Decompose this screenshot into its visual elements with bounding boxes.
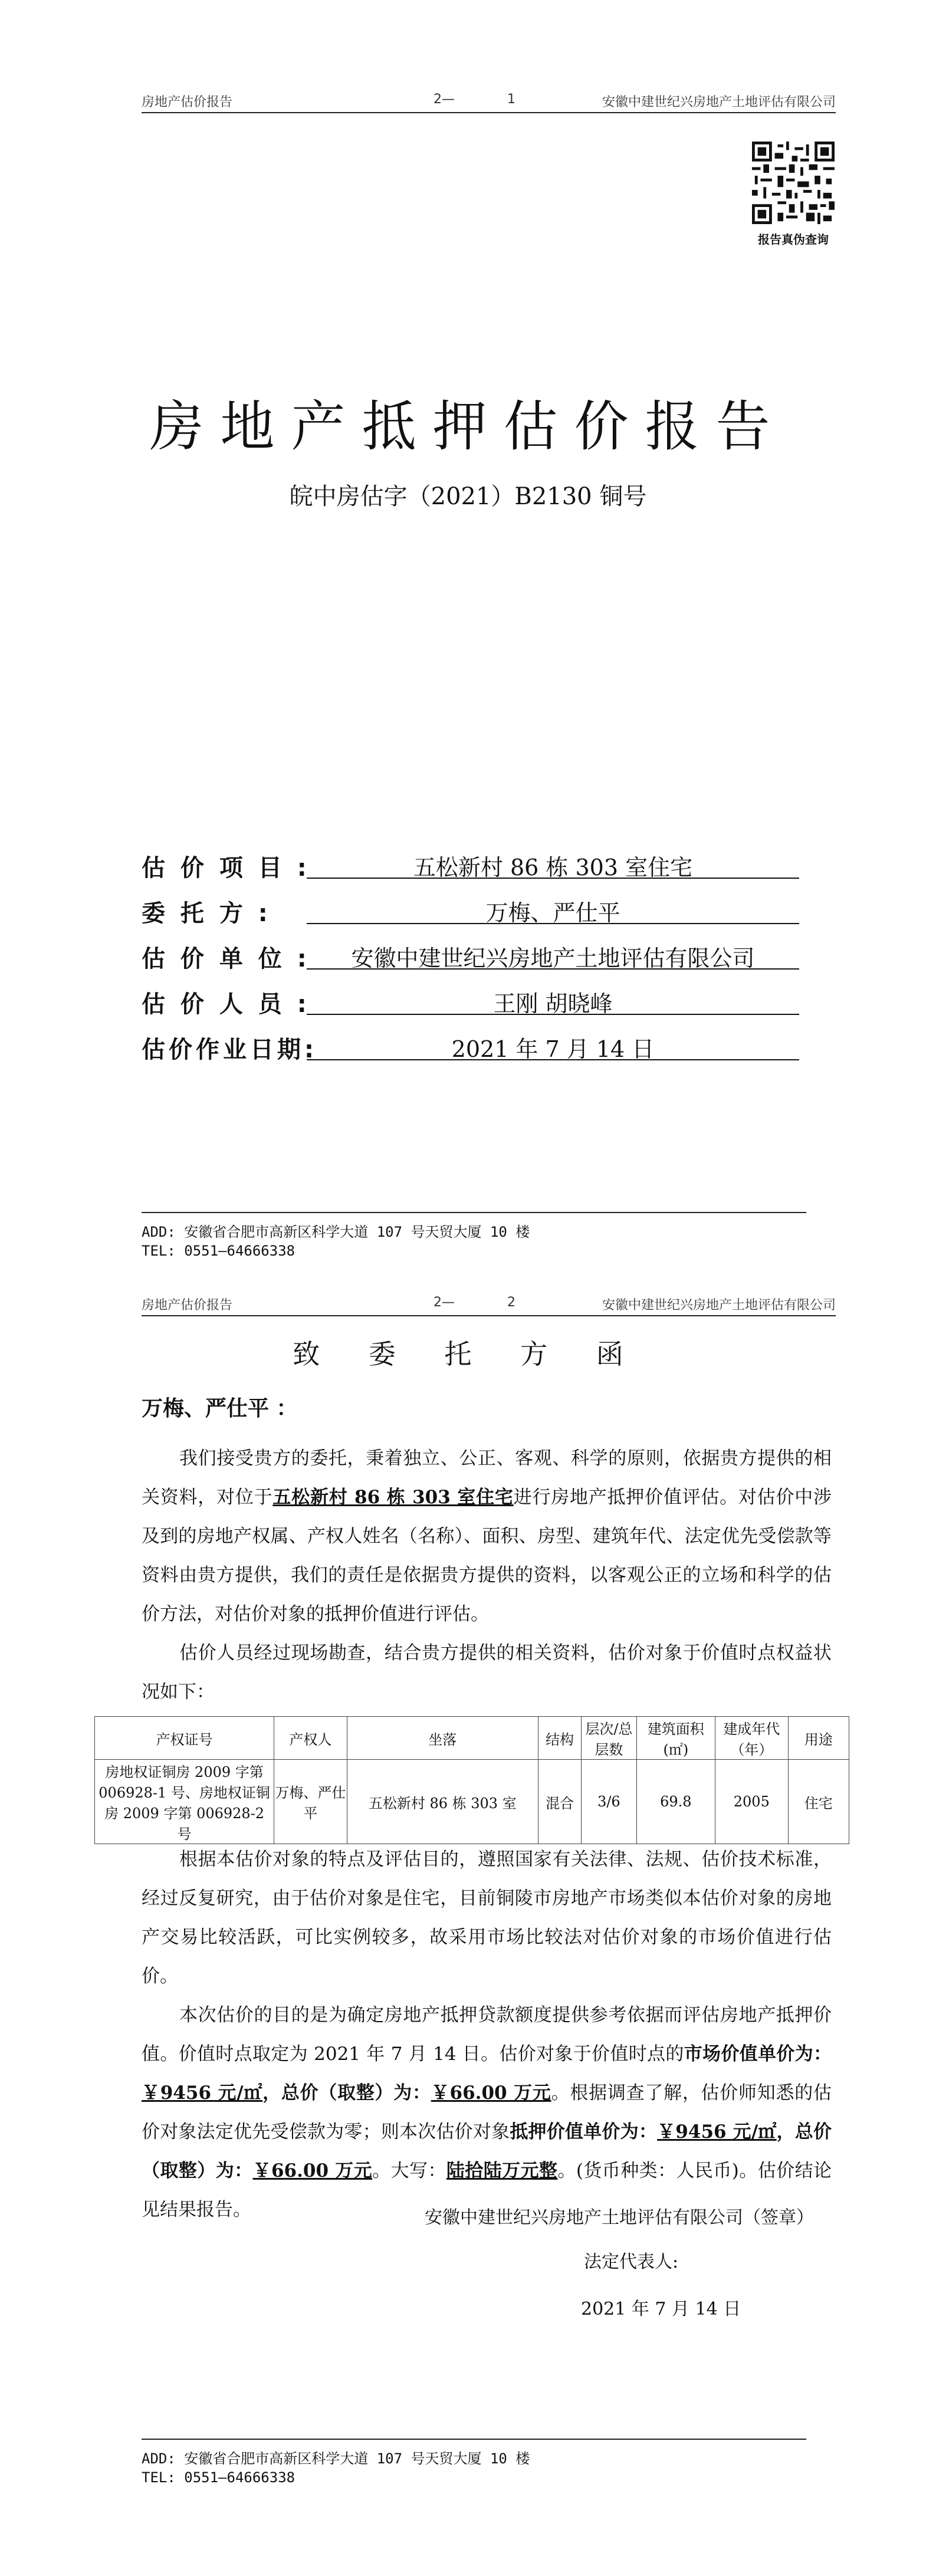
field-value: 2021 年 7 月 14 日 <box>307 1031 799 1060</box>
letter-title: 致 委 托 方 函 <box>293 1338 643 1370</box>
cell-area: 69.8 <box>636 1760 715 1844</box>
letter-page <box>0 1292 936 2576</box>
col-header: 用途 <box>788 1717 849 1760</box>
letter-body-main <box>142 1840 832 2229</box>
qr-code-icon[interactable] <box>752 142 835 224</box>
amount-in-words: 陆拾陆万元整 <box>446 2160 558 2181</box>
header-left: 房地产估价报告 <box>142 1298 233 1313</box>
mortgage-unit-price: ￥9456 元/㎡ <box>657 2121 777 2143</box>
cell-owner: 万梅、严仕平 <box>274 1760 347 1844</box>
header-left: 房地产估价报告 <box>142 95 233 110</box>
letter-addressee: 万梅、严仕平 ： <box>142 1397 298 1421</box>
field-label: 估价作业日期: <box>142 1036 317 1063</box>
cell-floor: 3/6 <box>582 1760 636 1844</box>
field-value: 安徽中建世纪兴房地产土地评估有限公司 <box>307 940 799 970</box>
page-footer <box>142 1212 806 1266</box>
header-right: 安徽中建世纪兴房地产土地评估有限公司 <box>602 1298 836 1313</box>
field-value: 万梅、严仕平 <box>307 895 799 924</box>
col-header: 建成年代（年） <box>715 1717 788 1760</box>
header-page-a: 2— <box>433 92 455 107</box>
col-header: 产权证号 <box>95 1717 274 1760</box>
table-row <box>95 1760 849 1844</box>
header-page-a: 2— <box>433 1295 455 1310</box>
footer-address: ADD: 安徽省合肥市高新区科学大道 107 号天贸大厦 10 楼 <box>142 2450 530 2467</box>
signature-representative: 法定代表人: <box>584 2252 679 2272</box>
letter-body-intro <box>142 1439 832 1711</box>
cell-structure: 混合 <box>538 1760 581 1844</box>
footer-tel: TEL: 0551—64666338 <box>142 2469 295 2486</box>
field-value: 王刚 胡晓峰 <box>307 985 799 1015</box>
signature-date: 2021 年 7 月 14 日 <box>581 2299 741 2319</box>
field-label: 估 价 单 位 : <box>142 945 310 972</box>
signature-company: 安徽中建世纪兴房地产土地评估有限公司（签章） <box>425 2207 814 2228</box>
field-label: 估 价 人 员 : <box>142 991 310 1018</box>
property-table <box>94 1716 849 1844</box>
market-unit-price: ￥9456 元/㎡ <box>142 2082 263 2104</box>
header-right: 安徽中建世纪兴房地产土地评估有限公司 <box>602 95 836 110</box>
paragraph-3: 根据本估价对象的特点及评估目的，遵照国家有关法律、法规、估价技术标准，经过反复研究，由于估价对象是住宅，目前铜陵市房地产市场类似本估价对象的房地产交易比较活跃，可比实例较多，故采用市场比较法对估价对象的市场价值进行估价。 <box>142 1849 832 1987</box>
mortgage-total-price: ￥66.00 万元 <box>252 2160 373 2181</box>
cell-cert-no: 房地权证铜房 2009 字第 006928-1 号、房地权证铜房 2009 字第 006928-2 号 <box>95 1760 274 1844</box>
document-number: 皖中房估字（2021）B2130 铜号 <box>289 483 647 510</box>
page-header <box>142 88 836 113</box>
header-page-b: 2 <box>507 1295 515 1310</box>
cell-year: 2005 <box>715 1760 788 1844</box>
col-header: 产权人 <box>274 1717 347 1760</box>
header-page-b: 1 <box>507 92 515 107</box>
table-header-row <box>95 1717 849 1760</box>
page-footer <box>142 2439 806 2493</box>
field-label: 委 托 方 : <box>142 900 271 927</box>
market-total-price: ￥66.00 万元 <box>431 2082 551 2104</box>
footer-tel: TEL: 0551—64666338 <box>142 1243 295 1259</box>
field-label: 估 价 项 目 : <box>142 855 310 882</box>
col-header: 建筑面积(㎡) <box>636 1717 715 1760</box>
col-header: 结构 <box>538 1717 581 1760</box>
cell-location: 五松新村 86 栋 303 室 <box>347 1760 538 1844</box>
field-client <box>142 895 814 928</box>
field-project <box>142 849 814 882</box>
col-header: 层次/总层数 <box>582 1717 636 1760</box>
footer-address: ADD: 安徽省合肥市高新区科学大道 107 号天贸大厦 10 楼 <box>142 1224 530 1240</box>
property-address: 五松新村 86 栋 303 室住宅 <box>272 1487 514 1508</box>
cell-use: 住宅 <box>788 1760 849 1844</box>
field-appraiser-company <box>142 940 814 973</box>
paragraph-2: 估价人员经过现场勘查，结合贵方提供的相关资料，估价对象于价值时点权益状况如下： <box>142 1642 832 1703</box>
field-appraisers <box>142 985 814 1018</box>
qr-label: 报告真伪查询 <box>758 232 829 247</box>
paragraph-1: 我们接受贵方的委托，秉着独立、公正、客观、科学的原则，依据贵方提供的相关资料，对位于五松新村 86 栋 303 室住宅进行房地产抵押价值评估。对估价中涉及到的房地产权属、产权人姓名（名称）、面积、房型、建筑年代、法定优先受偿款等资料由贵方提供，我们的责任是依据贵方提供的资料，以客观公正的立场和科学的估价方法，对估价对象的抵押价值进行评估。 <box>142 1448 832 1625</box>
paragraph-4: 本次估价的目的是为确定房地产抵押贷款额度提供参考依据而评估房地产抵押价值。价值时点取定为 2021 年 7 月 14 日。估价对象于价值时点的市场价值单价为：￥9456 元/㎡，总价（取整）为：￥66.00 万元。根据调查了解，估价师知悉的估价对象法定优先受偿款为零；则本次估价对象抵押价值单价为：￥9456 元/㎡，总价（取整）为：￥66.00 万元。大写：陆拾陆万元整。(货币种类：人民币)。估价结论见结果报告。 <box>142 2005 832 2220</box>
field-date <box>142 1031 814 1064</box>
report-title: 房地产抵押估价报告 <box>149 395 787 458</box>
page-header <box>142 1292 836 1316</box>
field-value: 五松新村 86 栋 303 室住宅 <box>307 849 799 879</box>
col-header: 坐落 <box>347 1717 538 1760</box>
